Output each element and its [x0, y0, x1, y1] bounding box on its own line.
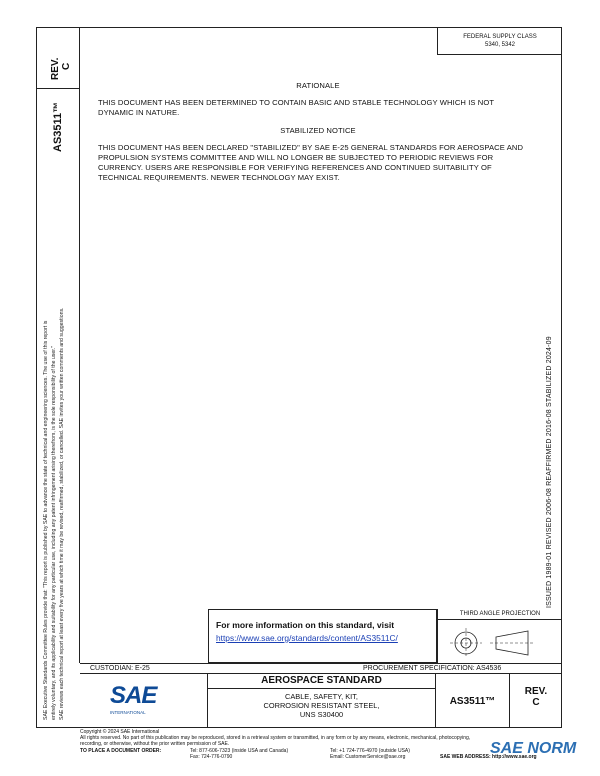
standard-link[interactable]: https://www.sae.org/standards/content/AS3511C/ [216, 633, 398, 643]
more-info-box [208, 609, 437, 663]
stabilized-text [98, 143, 523, 183]
left-disclaimer [42, 308, 66, 721]
sae-norm-watermark: SAE NORM [490, 740, 577, 757]
doc-number-vertical: AS3511™ [52, 101, 64, 152]
title-line: CABLE, SAFETY, KIT, [285, 692, 358, 701]
fed-supply-label: FEDERAL SUPPLY CLASS [463, 34, 537, 40]
federal-supply-class [437, 27, 562, 55]
order-label: TO PLACE A DOCUMENT ORDER: [80, 747, 162, 754]
custodian-row [80, 663, 562, 674]
rev-top-label [50, 58, 72, 80]
title-line: CORROSION RESISTANT STEEL, [263, 701, 380, 710]
title-block [80, 674, 562, 728]
rev-value: C [532, 697, 540, 708]
custodian-label: CUSTODIAN: E-25 [90, 665, 150, 672]
phone-intl: Tel: +1 724-776-4970 (outside USA) [330, 747, 410, 754]
rationale-text [98, 98, 494, 118]
issue-dates: ISSUED 1989-01 REVISED 2006-08 REAFFIRMED 2016-08 STABILIZED 2024-09 [546, 336, 553, 608]
disclaimer-line: SAE Executive Standards Committee Rules provide that: "This report is published by SAE to advance the state of technical and engineering sciences. The use of this report is [43, 320, 49, 720]
title-line: UNS S30400 [299, 710, 344, 719]
rev-label: REV. [524, 686, 548, 697]
fax: Fax: 724-776-0790 [190, 753, 233, 760]
stabilized-line: TECHNICAL REQUIREMENTS. NEWER TECHNOLOGY MAY EXIST. [98, 173, 340, 182]
projection-box [437, 609, 562, 663]
rationale-heading: RATIONALE [296, 81, 340, 90]
projection-label: THIRD ANGLE PROJECTION [438, 609, 562, 620]
disclaimer-line: SAE reviews each technical report at least every five years at which time it may be revised, reaffirmed, stabilized, or cancelled. SAE invites your written comments and suggestions. [59, 307, 65, 720]
disclaimer-line: entirely voluntary, and its applicability and suitability for any particular use, including any patent infringement arising therefrom, is the sole responsibility of the user." [51, 346, 57, 720]
rationale-line: THIS DOCUMENT HAS BEEN DETERMINED TO CONTAIN BASIC AND STABLE TECHNOLOGY WHICH IS NOT [98, 98, 495, 107]
stabilized-line: THIS DOCUMENT HAS BEEN DECLARED "STABILIZED" BY SAE E-25 GENERAL STANDARDS FOR AEROSPACE AND [98, 143, 524, 152]
rev-cell [510, 674, 562, 728]
sae-logo-sub: INTERNATIONAL [110, 710, 146, 715]
copyright: Copyright © 2024 SAE International [80, 729, 160, 735]
logo-cell [80, 674, 208, 728]
procurement-spec: PROCUREMENT SPECIFICATION: AS4536 [363, 665, 502, 672]
standard-type: AEROSPACE STANDARD [208, 674, 435, 689]
rationale-line: DYNAMIC IN NATURE. [98, 108, 180, 117]
doc-number-cell [436, 674, 510, 728]
projection-symbol-icon [448, 623, 548, 661]
title-cell [208, 674, 436, 728]
phone-usa: Tel: 877-606-7323 (inside USA and Canada) [190, 747, 289, 754]
fed-supply-value: 5340, 5342 [484, 42, 516, 48]
rights-line: All rights reserved. No part of this publication may be reproduced, stored in a retrieval system or transmitted, in any form or by any means, electronic, mechanical, photocopying, [80, 735, 471, 742]
stabilized-line: PROPULSION SYSTEMS COMMITTEE AND WILL NO LONGER BE SUBJECTED TO PERIODIC REVIEWS FOR [98, 153, 494, 162]
rights-line: recording, or otherwise, without the prior written permission of SAE. [80, 741, 230, 748]
rev-value: C [61, 62, 72, 70]
rev-label: REV. [50, 57, 61, 80]
more-info-label: For more information on this standard, visit [216, 620, 395, 630]
sae-logo: SAE [110, 682, 157, 709]
email[interactable]: Email: CustomerService@sae.org [330, 753, 406, 760]
web-address[interactable]: SAE WEB ADDRESS: http://www.sae.org [440, 753, 537, 760]
stabilized-heading: STABILIZED NOTICE [280, 126, 356, 135]
doc-number: AS3511™ [449, 696, 496, 707]
stabilized-line: CURRENCY. USERS ARE RESPONSIBLE FOR VERIFYING REFERENCES AND CONTINUED SUITABILITY OF [98, 163, 492, 172]
